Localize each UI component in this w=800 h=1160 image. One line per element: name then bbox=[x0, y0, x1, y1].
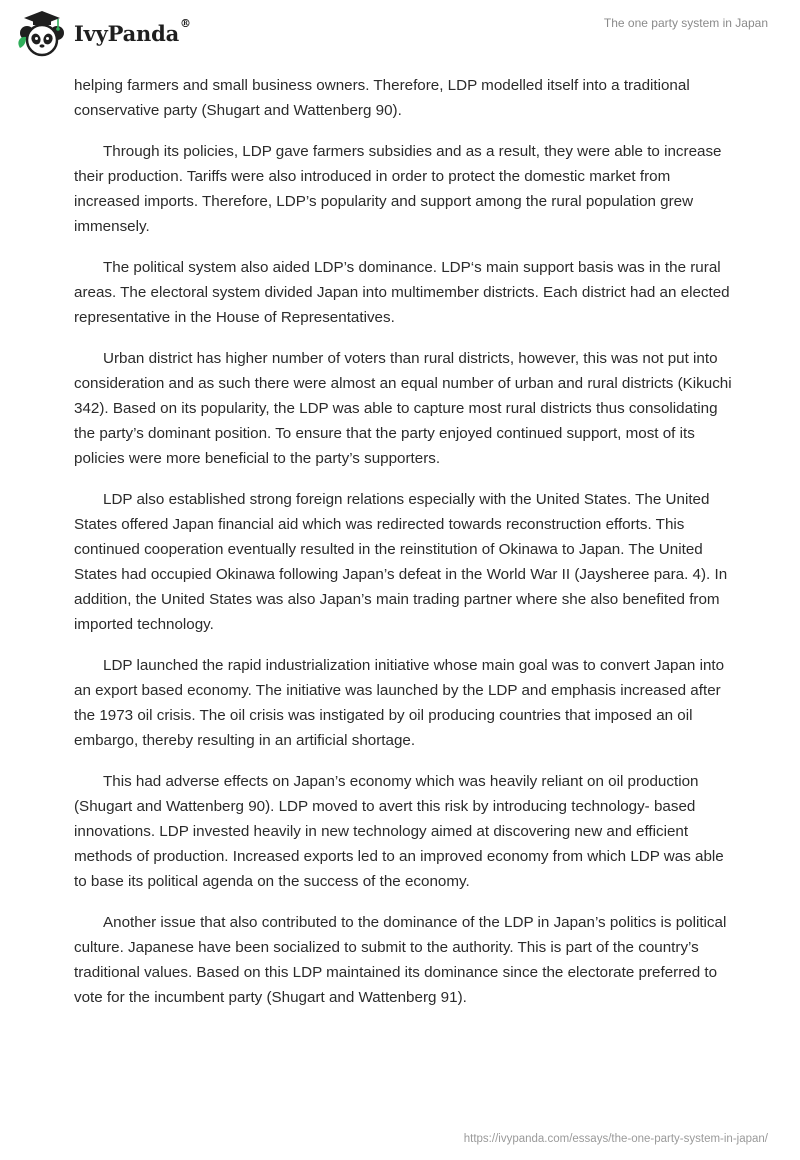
essay-body bbox=[74, 73, 734, 1026]
paragraph-6: LDP launched the rapid industrialization initiative whose main goal was to convert Japan into an export based economy. The initiative was launched by the LDP and emphasis increased after the 1973 oil crisis. The oil crisis was instigated by oil producing countries that imposed an oil embargo, thereby resulting in an artificial shortage. bbox=[74, 657, 725, 749]
paragraph-3: The political system also aided LDP’s dominance. LDP‘s main support basis was in the rural areas. The electoral system divided Japan into multimember districts. Each district had an elected representative in the House of Representatives. bbox=[74, 259, 730, 326]
paragraph-1: helping farmers and small business owners. Therefore, LDP modelled itself into a traditional conservative party (Shugart and Wattenberg 90). bbox=[74, 77, 690, 119]
paragraph-2: Through its policies, LDP gave farmers subsidies and as a result, they were able to increase their production. Tariffs were also introduced in order to protect the domestic market from increased imports. Therefore, LDP’s popularity and support among the rural population grew immensely. bbox=[74, 143, 722, 235]
paragraph-4: Urban district has higher number of voters than rural districts, however, this was not put into consideration and as such there were almost an equal number of urban and rural districts (Kikuchi 342). Based on its popularity, the LDP was able to capture most rural districts thus consolidating the party’s dominant position. To ensure that the party enjoyed continued support, most of its policies were more beneficial to the party’s supporters. bbox=[74, 350, 732, 467]
paragraph-8: Another issue that also contributed to the dominance of the LDP in Japan’s politics is political culture. Japanese have been socialized to submit to the authority. This is part of the country’s traditional values. Based on this LDP maintained its dominance since the electorate preferred to vote for the incumbent party (Shugart and Wattenberg 91). bbox=[74, 914, 727, 1006]
source-url[interactable]: https://ivypanda.com/essays/the-one-party-system-in-japan/ bbox=[463, 1133, 768, 1145]
page-header bbox=[0, 0, 800, 66]
paragraph-7: This had adverse effects on Japan’s economy which was heavily reliant on oil production (Shugart and Wattenberg 90). LDP moved to avert this risk by introducing technology- based innovations. LDP invested heavily in new technology aimed at discovering new and efficient methods of production. Increased exports led to an improved economy from which LDP was able to base its political agenda on the success of the economy. bbox=[74, 773, 724, 890]
ivypanda-logo[interactable] bbox=[14, 8, 191, 58]
panda-graduation-cap-icon bbox=[14, 8, 70, 58]
paragraph-5: LDP also established strong foreign relations especially with the United States. The United States offered Japan financial aid which was redirected towards reconstruction efforts. This continued cooperation eventually resulted in the reinstitution of Okinawa to Japan. The United States had occupied Okinawa following Japan’s defeat in the World War II (Jaysheree para. 4). In addition, the United States was also Japan’s main trading partner where she also benefited from imported technology. bbox=[74, 491, 728, 633]
registered-mark: ® bbox=[180, 16, 191, 30]
brand-name: IvyPanda® bbox=[74, 16, 191, 46]
document-title: The one party system in Japan bbox=[603, 16, 768, 30]
